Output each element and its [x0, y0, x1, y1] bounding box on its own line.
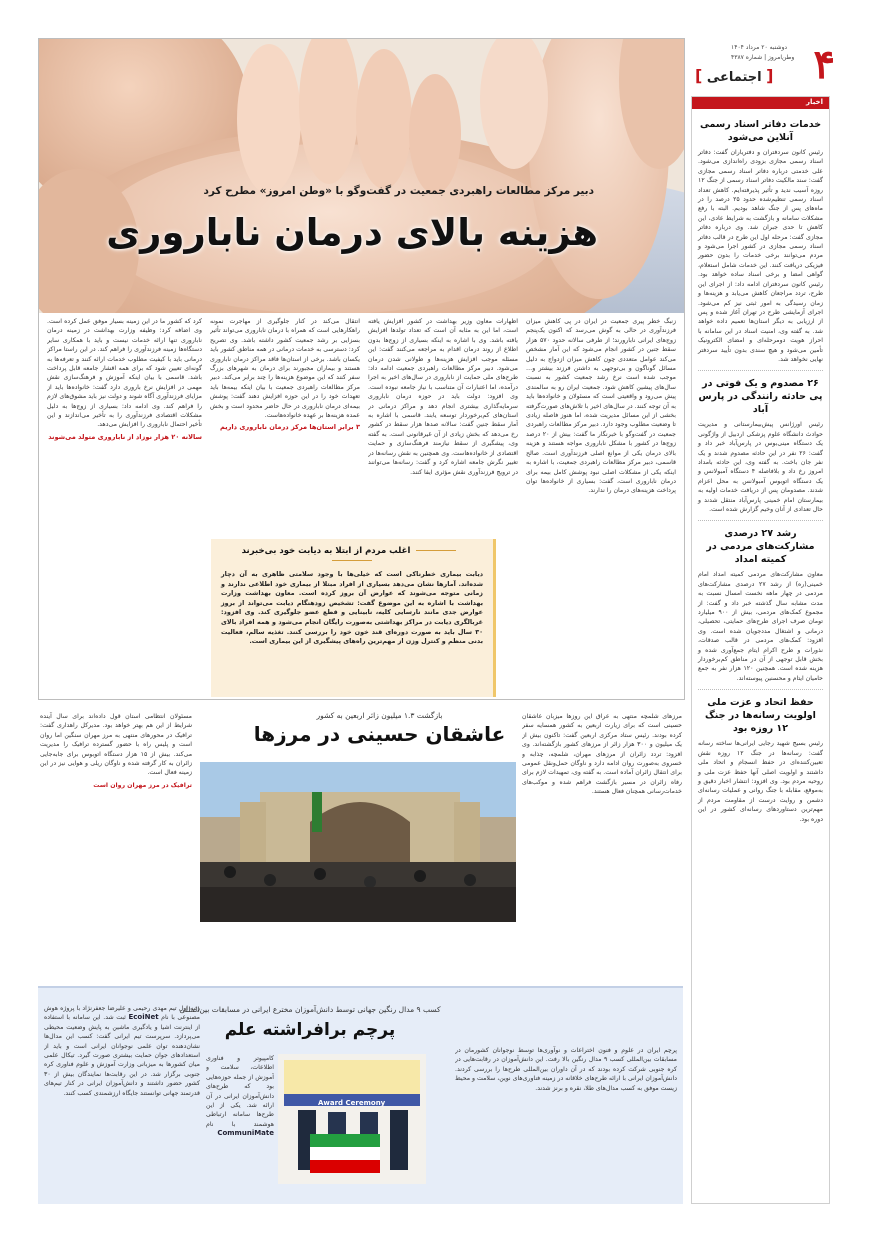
science-headline[interactable]: پرچم برافراشته علم: [224, 1020, 396, 1040]
science-column: پرچم ایران در علوم و فنون اختراعات و نوآوری‌ها توسط نوجوانان کشورمان در مسابقات بین‌المللی کسب ۹ مدال رنگین بالا رفت. این دانش‌آموزان در رقابت‌هایی در کره جنوبی شرکت کرده بودند که در آن داوران بین‌المللی طرح‌ها را بررسی کردند. دانش‌آموزان ایرانی با ارائه طرح‌های خلاقانه در زمینه فناوری‌های نوین، سلامت و محیط زیست موفق به کسب مدال‌های طلا، نقره و برنز شدند.: [455, 1047, 677, 1092]
pilgrim-kicker: بازگشت ۱.۳ میلیون زائر اربعین به کشور: [316, 711, 443, 720]
border-gate-illustration: [200, 762, 516, 922]
communimate-brand: CommuniMate: [217, 1129, 274, 1138]
news-body: رئیس اورژانس پیش‌بیمارستانی و مدیریت حوادث دانشگاه علوم پزشکی اردبیل از واژگونی یک دستگاه مینی‌بوس در پارس‌آباد خبر داد و گفت: ۲۶ نفر در این حادثه مصدوم شدند و یک نفر جان باخت. به گفته وی، این حادثه بامداد امروز رخ داد و بلافاصله ۴ دستگاه آمبولانس و یک دستگاه اتوبوس آمبولانس به محل اعزام شدند. مصدومان پس از دریافت خدمات اولیه به بیمارستان امام خمینی پارس‌آباد منتقل شدند و حال تعدادی از آنان وخیم گزارش شده است.: [698, 421, 823, 513]
article-column: کرد که کشور ما در این زمینه بسیار موفق عمل کرده است. وی اضافه کرد: وظیفه وزارت بهداشت در زمینه درمان ناباروری تنها ارائه خدمات نیست و باید با همکاری سایر دستگاه‌ها زمینه فرزندآوری را فراهم کند. در این راستا مراکز درمانی باید با کیفیت مطلوب خدمات ارائه کنند و تعرفه‌ها به گونه‌ای تعیین شود که برای همه اقشار جامعه قابل پرداخت باشد. قاسمی با بیان اینکه آموزش و فرهنگ‌سازی نقش مهمی در افزایش نرخ باروری دارد گفت: خانواده‌ها باید از مزایای فرزندآوری آگاه شوند و دولت نیز باید مشوق‌های لازم را فراهم کند. وی ادامه داد: بسیاری از زوج‌ها به دلیل مشکلات اقتصادی فرزندآوری را به تأخیر می‌اندازند و این تأخیر احتمال ناباروری را افزایش می‌دهد. سالانه ۲۰ هزار نوزاد از ناباروری متولد می‌شوند: [47, 318, 202, 441]
divider: [698, 689, 823, 690]
pilgrim-subhead: ترافیک در مرز مهران روان است: [93, 781, 192, 789]
award-ceremony-photo: [278, 1054, 426, 1184]
feature-article: [38, 38, 685, 700]
science-column: کامپیوتر و فناوری اطلاعات، سلامت و آموزش از جمله حوزه‌هایی بود که طرح‌های دانش‌آموزان ایرانی در آن ارائه شد. یکی از این طرح‌ها سامانه ارتباطی هوشمند با نام CommuniMate: [206, 1055, 274, 1138]
masthead: [691, 41, 835, 92]
science-spacer: [430, 1188, 431, 1189]
award-banner-text: Award Ceremony: [318, 1099, 386, 1107]
science-kicker: کسب ۹ مدال رنگین جهانی توسط دانش‌آموزان مخترع ایرانی در مسابقات بین‌المللی: [179, 1005, 441, 1014]
hero-image: [39, 39, 684, 313]
feature-headline[interactable]: هزینه بالای درمان ناباروری: [106, 211, 598, 254]
box-body: دیابت بیماری خطرناکی است که خیلی‌ها با وجود سلامتی ظاهری به آن دچار شده‌اند. آمارها نشان می‌دهد بسیاری از افراد مبتلا از بیماری خود اطلاعی ندارند و زمانی متوجه می‌شوند که عوارض آن بروز کرده است. معاون بهداشت وزارت بهداشت با اشاره به این موضوع گفت: تشخیص زودهنگام دیابت می‌تواند از بروز عوارض جدی مانند نارسایی کلیه، نابینایی و قطع عضو جلوگیری کند. وی افزود: غربالگری دیابت در مراکز بهداشتی به‌صورت رایگان انجام می‌شود و همه افراد بالای ۳۰ سال باید به صورت دوره‌ای قند خون خود را بررسی کنند. تغذیه سالم، فعالیت بدنی منظم و کنترل وزن از مهم‌ترین راه‌های پیشگیری از این بیماری است.: [221, 570, 483, 646]
pilgrim-column: مرزهای شلمچه منتهی به عراق این روزها میزبان عاشقان حسینی است که برای زیارت اربعین به کشور همسایه سفر کرده بودند. رئیس ستاد مرکزی اربعین گفت: تاکنون بیش از یک میلیون و ۳۰۰ هزار زائر از مرزهای کشور بازگشته‌اند. وی افزود: تردد زائران از مرزهای مهران، شلمچه، چذابه و خسروی به‌صورت روان ادامه دارد و ناوگان حمل‌ونقل عمومی برای انتقال زائران آماده است. به گفته وی، تمهیدات لازم برای رفاه زائران در مسیر بازگشت فراهم شده و موکب‌های خدمات‌رسانی همچنان فعال هستند.: [522, 713, 682, 796]
section-title: [ اجتماعی ]: [695, 66, 774, 85]
article-subhead: سالانه ۲۰ هزار نوزاد از ناباروری متولد می‌شوند: [48, 432, 202, 441]
news-list: [692, 109, 829, 830]
news-title[interactable]: حفظ اتحاد و عزت ملی اولویت رسانه‌ها در جنگ ۱۲ روزه بود: [705, 697, 816, 735]
news-title[interactable]: رشد ۲۷ درصدی مشارکت‌های مردمی در کمیته امداد: [706, 528, 815, 566]
science-column: رتبه اول تیم مهدی رحیمی و علیرضا جعفرنژاد با پروژه هوش مصنوعی با نام EcoiNet ثبت شد. این سامانه با استفاده از اینترنت اشیا و یادگیری ماشین به پایش وضعیت محیطی می‌پردازد. سرپرست تیم ایرانی گفت: کسب این مدال‌ها نشان‌دهنده توان علمی نوجوانان ایرانی است و باید از استعدادهای جوان حمایت بیشتری صورت گیرد. تیکال علمی میان کشورها به میزبانی وزارت آموزش و علوم فناوری کره جنوبی برگزار شد. در این رقابت‌ها نمایندگان بیش از ۳۰ کشور حضور داشتند و دانش‌آموزان ایرانی در کنار تیم‌های قدرتمند جهانی توانستند جایگاه ارزشمندی کسب کنند.: [44, 1005, 200, 1097]
sidebar-label-bar: اخبار: [692, 97, 829, 109]
hands-photo-illustration: [39, 39, 684, 313]
pilgrim-headline[interactable]: عاشقان حسینی در مرزها: [253, 722, 506, 746]
issue-date: دوشنبه ۲۰ مرداد ۱۴۰۴: [731, 44, 788, 51]
news-body: رئیس کانون سردفتران و دفتریاران گفت: دفاتر اسناد رسمی مجازی بزودی راه‌اندازی می‌شود. علی خدمتی درباره دفاتر اسناد رسمی مجازی گفت: سند مالکیت دفاتر اسناد رسمی از جنگ ۱۲ روزه آسیب ندید و تأثیر پذیرفته‌ایم. کاهش تعداد اسناد رسمی تنظیم‌شده حدود ۲۵ درصد را در ماه‌های پس از جنگ شاهد بودیم. البته با رفع مشکلات سامانه و بازگشت به شرایط عادی، این کاهش تا حدی جبران شد. وی درباره دفاتر مجازی گفت: مرحله اول این طرح در قالب دفاتر اسناد رسمی مجازی در کشور اجرا می‌شود و مردم می‌توانند برخی خدمات را بدون حضور فیزیکی دریافت کنند. این خدمات شامل استعلام، گواهی امضا و برخی اسناد ساده خواهد بود. رئیس کانون سردفتران ادامه داد: از اجرای این طرح، تردد مراجعان کاهش می‌یابد و هزینه‌ها و زمان رسیدگی به امور ثبتی نیز کم می‌شود. اجرای آزمایشی طرح در تهران آغاز شده و پس از ارزیابی به دیگر استان‌ها تعمیم داده خواهد شد. به گفته وی، امنیت اسناد در این سامانه با احراز هویت دومرحله‌ای و امضای الکترونیک تأمین می‌شود و هیچ سندی بدون تأیید سردفتر نهایی نخواهد شد.: [698, 149, 823, 363]
page-number: ۴: [813, 41, 835, 88]
border-crowd-photo: [200, 762, 516, 922]
news-body: رئیس بسیج شهید رجایی ایرانی‌ها ساخته رسانه گفت: رسانه‌ها در جنگ ۱۲ روزه نقش تعیین‌کننده‌ای در حفظ انسجام و اتحاد ملی داشتند و اولویت اصلی آنها حفظ عزت ملی و روحیه مردم بود. وی افزود: انتشار اخبار دقیق و به‌موقع، مقابله با جنگ روانی و عملیات رسانه‌ای دشمن و روایت درست از مقاومت مردم از مهم‌ترین دستاوردهای رسانه‌ای کشور در این دوره بود.: [698, 740, 823, 823]
award-photo-illustration: [278, 1054, 426, 1184]
divider: [698, 370, 823, 371]
box-title[interactable]: اغلب مردم از ابتلا به دیابت خود بی‌خبرند: [211, 539, 493, 570]
news-title[interactable]: خدمات دفاتر اسناد رسمی آنلاین می‌شود: [699, 119, 822, 143]
news-title[interactable]: ۲۶ مصدوم و یک فوتی در پی حادثه رانندگی در پارس آباد: [698, 378, 823, 416]
news-body: معاون مشارکت‌های مردمی کمیته امداد امام خمینی(ره) از رشد ۲۷ درصدی مشارکت‌های مردمی در چهار ماهه نخست امسال نسبت به مدت مشابه سال گذشته خبر داد و گفت: از مجموع کمک‌های مردمی، بیش از ۹۰۰ میلیارد تومان صرف اجرای طرح‌های حمایتی، تحصیلی، درمانی و اشتغال مددجویان شده است. وی افزود: کمک‌های مردمی در قالب صدقات، نذورات و طرح اکرام ایتام جمع‌آوری شده و بخش قابل توجهی از آن در مناطق کم‌برخوردار هزینه شده است. همچنین ۱۲۰ هزار نفر به جمع حامیان ایتام و محسنین پیوسته‌اند.: [698, 571, 823, 682]
news-sidebar: [691, 96, 830, 1204]
article-subhead: ۳ برابر استان‌ها مرکز درمان ناباروری داریم: [219, 423, 360, 432]
issue-number: وطن‌امروز | شماره ۴۳۸۷: [731, 54, 795, 61]
article-column: زنبگ خطر پیری جمعیت در ایران در پی کاهش میزان فرزندآوری در حالی به گوش می‌رسد که اکنون یک‌پنجم زوج‌های ایرانی نابارورند؛ از طرفی سالانه حدود ۵۷۰ هزار سقط جنین در کشور انجام می‌شود که این آمار مشخص می‌کند عوامل متعددی چون کاهش میزان ازدواج به دلیل مسائل گوناگون و بی‌توجهی به داشتن فرزند بیشتر و… موجب شده است نرخ رشد جمعیت کشور به نسبت سال‌های پیشین کاهش شود. جمعیت ایران رو به سالمندی پیش می‌رود و واقعیتی است که مسئولان و خانواده‌ها باید به آن توجه کنند. در سال‌های اخیر با تلاش‌های صورت‌گرفته بخشی از این مسائل مدیریت شده، اما هنوز فاصله زیادی تا وضعیت مطلوب وجود دارد. دبیر مرکز مطالعات راهبردی جمعیت در گفت‌وگو با خبرنگار ما گفت: بیش از ۲۰ درصد زوج‌ها در کشور با مشکل ناباروری مواجه هستند و هزینه بالای درمان یکی از موانع اصلی فرزندآوری است. صالح قاسمی، دبیر مرکز مطالعات راهبردی جمعیت، با اشاره به اینکه یکی از مشکلات اصلی نبود پوشش کامل بیمه برای درمان ناباروری است، گفت: بسیاری از خانواده‌ها توان پرداخت هزینه‌های درمان را ندارند.: [526, 318, 676, 495]
ecoinet-brand: EcoiNet: [128, 1013, 159, 1022]
diabetes-box: [211, 539, 496, 697]
feature-kicker: دبیر مرکز مطالعات راهبردی جمعیت در گفت‌وگو با «وطن امروز» مطرح کرد: [203, 185, 594, 197]
divider: [698, 520, 823, 521]
pilgrim-column: مسئولان انتظامی استان قول داده‌اند برای سال آینده شرایط از این هم بهتر خواهد بود. مدیرکل راهداری گفت: ترافیک در محورهای منتهی به مرز مهران سنگین اما روان است و پلیس راه با حضور گسترده ترافیک را مدیریت می‌کند. بیش از ۱۵ هزار دستگاه اتوبوس برای جابه‌جایی زائران به کار گرفته شده و ناوگان ریلی و هوایی نیز در این زمینه فعال است. ترافیک در مرز مهران روان است: [40, 713, 192, 789]
article-column: انتقال می‌کند در کنار جلوگیری از مهاجرت نمونه راهکارهایی است که همراه با درمان ناباروری می‌تواند تأثیر بسزایی بر رشد جمعیت کشور داشته باشد. وی تصریح کرد: دسترسی به خدمات درمانی در همه مناطق کشور باید یکسان باشد. برخی از استان‌ها فاقد مراکز درمان ناباروری هستند و بیماران مجبورند برای درمان به شهرهای بزرگ سفر کنند که این موضوع هزینه‌ها را چند برابر می‌کند. دبیر مرکز مطالعات راهبردی جمعیت با بیان اینکه بیمه‌ها باید تعهدات خود را در این حوزه افزایش دهند گفت: پوشش بیمه‌ای درمان ناباروری در حال حاضر محدود است و بخش عمده هزینه‌ها بر عهده خانواده‌هاست. ۳ برابر استان‌ها مرکز درمان ناباروری داریم: [210, 318, 360, 432]
article-column: اظهارات معاون وزیر بهداشت در کشور افزایش یافته است، اما این به مثابه آن است که تعداد تولدها افزایش یافته باشد. وی با اشاره به اینکه بسیاری از زوج‌ها بدون اطلاع از روند درمان اقدام به مراجعه می‌کنند گفت: این مسئله موجب افزایش هزینه‌ها و طولانی شدن درمان می‌شود. دبیر مرکز مطالعات راهبردی جمعیت ادامه داد: طرح‌های ملی حمایت از ناباروری در سال‌های اخیر به اجرا درآمده، اما اعتبارات آن متناسب با نیاز جامعه نبوده است. وی افزود: دولت باید در حوزه درمان ناباروری سرمایه‌گذاری بیشتری انجام دهد و مراکز درمانی در استان‌های کم‌برخوردار توسعه یابند. قاسمی با اشاره به آمار سقط جنین گفت: سالانه صدها هزار سقط در کشور رخ می‌دهد که بخش زیادی از آن غیرقانونی است. به گفته وی، پیشگیری از سقط نیازمند فرهنگ‌سازی و حمایت اقتصادی از خانواده‌هاست. وی همچنین به نقش رسانه‌ها در تغییر نگرش جامعه اشاره کرد و گفت: رسانه‌ها می‌توانند در ترویج فرزندآوری نقش مؤثری ایفا کنند.: [368, 318, 518, 476]
